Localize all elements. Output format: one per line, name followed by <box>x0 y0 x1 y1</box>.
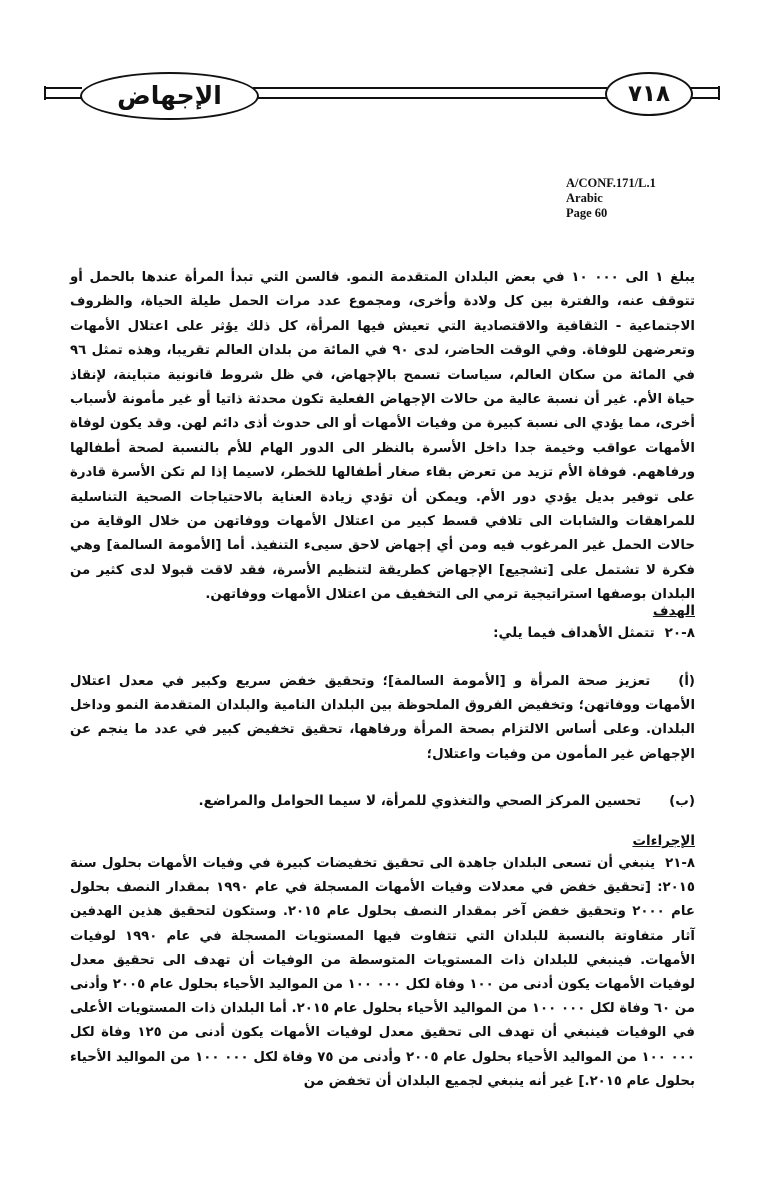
actions-heading: الإجراءات <box>632 833 695 849</box>
actions-paragraph-text: ينبغي أن تسعى البلدان جاهدة الى تحقيق تخفيضات كبيرة في وفيات الأمهات بحلول سنة ٢٠١٥: [تحقيق خفض في معدلات وفيات الأمهات المسجلة في عام ١٩٩٠ بمقدار النصف بحلول عام ٢٠٠٠ وتحقيق خفض آخر بمقدار النصف بحلول عام ٢٠١٥. وستكون لتحقيق هذين الهدفين آثار متفاوتة بالنسبة للبلدان التي تتفاوت فيها المستويات المسجلة في عام ١٩٩٠ لوفيات الأمهات. فينبغي للبلدان ذات المستويات المتوسطة من الوفيات أن تهدف الى تحقيق معدل لوفيات الأمهات يكون أدنى من ١٠٠ وفاة لكل ٠٠٠ ١٠٠ من المواليد الأحياء بحلول عام ٢٠٠٥ وأدنى من ٦٠ وفاة لكل ٠٠٠ ١٠٠ من المواليد الأحياء بحلول عام ٢٠١٥. أما البلدان ذات المستويات الأعلى في الوفيات فينبغي أن تهدف الى تحقيق معدل لوفيات الأمهات يكون أدنى من ١٢٥ وفاة لكل ٠٠٠ ١٠٠ من المواليد الأحياء بحلول عام ٢٠٠٥ وأدنى من ٧٥ وفاة لكل ٠٠٠ ١٠٠ من المواليد الأحياء بحلول عام ٢٠١٥.] غير أنه ينبغي لجميع البلدان أن تخفض من <box>70 856 695 1089</box>
goal-intro-line <box>493 622 695 644</box>
doc-page: Page 60 <box>566 206 608 220</box>
goal-paragraph-number: ٨-٢٠ <box>664 625 695 641</box>
header-rule-mid-top <box>253 87 607 89</box>
goal-item-b <box>199 790 695 812</box>
document-reference <box>566 176 746 221</box>
header-rule-cap-right <box>718 86 720 100</box>
intro-paragraph: يبلغ ١ الى ٠٠٠ ١٠ في بعض البلدان المتقدمة النمو. فالسن التي تبدأ المرأة عندها بالحمل أو تتوقف عنه، والفترة بين كل ولادة وأخرى، ومجموع عدد مرات الحمل طيلة الحياة، والظروف الاجتماعية - الثقافية والاقتصادية التي تعيش فيها المرأة، كل ذلك يؤثر على اعتلال الأمهات وتعرضهن للوفاة. وفي الوقت الحاضر، لدى ٩٠ في المائة من بلدان العالم تقريبا، وهذه تمثل ٩٦ في المائة من سكان العالم، سياسات تسمح بالإجهاض، في ظل شروط قانونية متباينة، لإنقاذ حياة الأم. غير أن نسبة عالية من حالات الإجهاض الفعلية تكون محدثة ذاتيا أو غير مأمونة لأسباب أخرى، مما يؤدي الى نسبة كبيرة من وفيات الأمهات أو الى حدوث أذى دائم لهن. وقد يكون لوفاة الأمهات عواقب وخيمة جدا داخل الأسرة بالنظر الى الدور الهام للأم بالنسبة لصحة أطفالها ورفاههم. فوفاة الأم تزيد من تعرض بقاء صغار أطفالها للخطر، لاسيما إذا لم تكن الأسرة قادرة على توفير بديل يؤدي دور الأم. ويمكن أن تؤدي زيادة العناية بالاحتياجات الصحية التناسلية للمراهقات والشابات الى تلافي قسط كبير من اعتلال الأمهات ووفاتهن من خلال الوقاية من حالات الحمل غير المرغوب فيه ومن أي إجهاض لاحق سيىء التنفيذ. أما [الأمومة السالمة] وهي فكرة لا تشتمل على [تشجيع] الإجهاض كطريقة لتنظيم الأسرة، فقد لاقت قبولا لدى كثير من البلدان بوصفها استراتيجية ترمي الى التخفيف من اعتلال الأمهات ووفاتهن. <box>70 270 696 603</box>
page-number: ٧١٨ <box>605 72 693 116</box>
goal-item-b-label: (ب) <box>669 793 695 809</box>
goal-intro-text: تتمثل الأهداف فيما يلي: <box>493 625 655 641</box>
goal-item-a-text: تعزيز صحة المرأة و [الأمومة السالمة]؛ وتحقيق خفض سريع وكبير في معدل اعتلال الأمهات ووفاتهن؛ وتخفيض الفروق الملحوظة بين البلدان النامية والبلدان المتقدمة النمو وداخل البلدان. وعلى أساس الالتزام بصحة المرأة ورفاهها، تحقيق تخفيض كبير في عدد ما ينجم عن الإجهاض غير المأمون من وفيات واعتلال؛ <box>70 674 695 762</box>
doc-language: Arabic <box>566 191 603 205</box>
goal-item-a <box>70 670 695 767</box>
header-rule-left-top <box>46 87 82 89</box>
goal-item-a-label: (أ) <box>678 674 695 689</box>
page-header <box>0 60 765 140</box>
header-rule-left-bottom <box>46 97 82 99</box>
doc-symbol: A/CONF.171/L.1 <box>566 176 656 190</box>
actions-paragraph-number: ٨-٢١ <box>665 856 695 871</box>
goal-heading: الهدف <box>652 603 695 619</box>
actions-paragraph <box>70 852 695 1094</box>
running-title: الإجهاض <box>80 72 259 120</box>
goal-item-b-text: تحسين المركز الصحي والتغذوي للمرأة، لا سيما الحوامل والمراضع. <box>198 793 642 809</box>
header-rule-mid-bottom <box>253 97 607 99</box>
